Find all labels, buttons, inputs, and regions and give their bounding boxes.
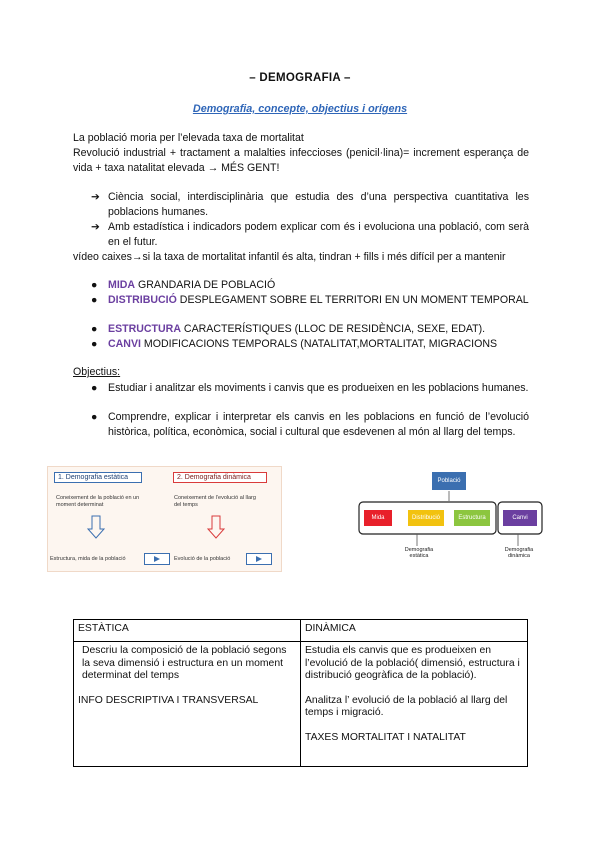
dynamic-box: 2. Demografia dinàmica xyxy=(173,472,267,483)
list-item xyxy=(91,293,529,308)
dynamic-footer: Evolució de la població xyxy=(174,556,231,562)
bullet-icon: ● xyxy=(91,294,98,306)
table-cell xyxy=(301,642,528,767)
bullet-icon: ● xyxy=(91,411,98,423)
objective-text: Comprendre, explicar i interpretar els canvis en les poblacions en funció de l’evolució històrica, política, econòmica, social i cultural que esdevenen al món al llarg del temps. xyxy=(108,411,529,438)
bullet-text: GRANDARIA DE POBLACIÓ xyxy=(135,279,276,291)
section-subtitle: Demografia, concepte, objectius i orígens xyxy=(192,103,408,115)
arrow-item xyxy=(91,220,529,249)
bullet-icon: ● xyxy=(91,323,98,335)
arrow-item-text: Ciència social, interdisciplinària que estudia des d’una perspectiva cuantitativa les poblacions humanes. xyxy=(108,191,529,218)
intro-line-2: Revolució industrial + tractament a malalties infeccioses (penicil·lina)= increment esperança de vida + taxa natalitat elevada → MÉS GENT! xyxy=(73,147,529,174)
cell-paragraph: TAXES MORTALITAT I NATALITAT xyxy=(305,731,466,743)
bullet-icon: ● xyxy=(91,382,98,394)
down-arrow-icon xyxy=(86,515,106,539)
play-icon xyxy=(144,553,170,565)
static-box: 1. Demografia estàtica xyxy=(54,472,142,483)
page-title: – DEMOGRAFIA – xyxy=(249,72,351,84)
play-icon xyxy=(246,553,272,565)
bullet-icon: ● xyxy=(91,279,98,291)
static-footer: Estructura, mida de la població xyxy=(50,556,126,562)
structure-box: Estructura xyxy=(454,510,490,526)
table-header: DINÀMICA xyxy=(301,620,528,642)
cell-paragraph: Estudia els canvis que es produeixen en l’evolució de la població( dimensió, estructura i distribució geogràfica de la població). xyxy=(305,645,520,681)
change-box: Canvi xyxy=(503,510,537,526)
static-label: Demografia estàtica xyxy=(404,547,434,559)
demography-types-figure xyxy=(47,466,282,572)
comparison-table xyxy=(73,619,528,767)
table-cell xyxy=(74,642,301,767)
population-diagram xyxy=(355,468,545,568)
arrow-bullet-icon: ➔ xyxy=(91,191,100,203)
population-box: Població xyxy=(432,472,466,490)
bullet-icon: ● xyxy=(91,338,98,350)
keyword: DISTRIBUCIÓ xyxy=(108,294,177,306)
keyword: ESTRUCTURA xyxy=(108,323,181,335)
note-line: vídeo caixes→si la taxa de mortalitat infantil és alta, tindran + fills i més difícil per a mantenir xyxy=(73,251,506,263)
keyword: CANVI xyxy=(108,338,141,350)
table-header: ESTÀTICA xyxy=(74,620,301,642)
list-item xyxy=(91,337,529,352)
bullet-text: CARACTERÍSTIQUES (LLOC DE RESIDÈNCIA, SEXE, EDAT). xyxy=(180,323,486,335)
distribution-box: Distribució xyxy=(408,510,444,526)
dynamic-desc: Coneixement de l’evolució al llarg del temps xyxy=(174,495,256,508)
arrow-item-text: Amb estadística i indicadors podem explicar com és i evoluciona una població, com serà en el futur. xyxy=(108,221,529,248)
down-arrow-icon xyxy=(206,515,226,539)
list-item xyxy=(91,410,529,439)
intro-line-1: La població moria per l’elevada taxa de mortalitat xyxy=(73,132,304,144)
cell-paragraph: Analitza l’ evolució de la població al llarg del temps i migració. xyxy=(305,694,508,718)
cell-paragraph: INFO DESCRIPTIVA I TRANSVERSAL xyxy=(78,694,259,706)
size-box: Mida xyxy=(364,510,392,526)
objectives-heading: Objectius: xyxy=(73,366,121,378)
arrow-bullet-icon: ➔ xyxy=(91,221,100,233)
list-item xyxy=(91,322,529,337)
list-item xyxy=(91,278,529,293)
dynamic-label: Demografia dinàmica xyxy=(504,547,534,559)
keyword: MIDA xyxy=(108,279,136,291)
bullet-text: MODIFICACIONS TEMPORALS (NATALITAT,MORTALITAT, MIGRACIONS xyxy=(140,338,498,350)
cell-paragraph: Descriu la composició de la població segons la seva dimensió i estructura en un moment determinat del temps xyxy=(82,645,287,681)
bullet-text: DESPLEGAMENT SOBRE EL TERRITORI EN UN MOMENT TEMPORAL xyxy=(176,294,529,306)
arrow-item xyxy=(91,190,529,219)
list-item xyxy=(91,381,529,396)
objective-text: Estudiar i analitzar els moviments i canvis que es produeixen en les poblacions humanes. xyxy=(108,382,529,394)
static-desc: Coneixement de la població en un moment determinat xyxy=(56,495,140,508)
